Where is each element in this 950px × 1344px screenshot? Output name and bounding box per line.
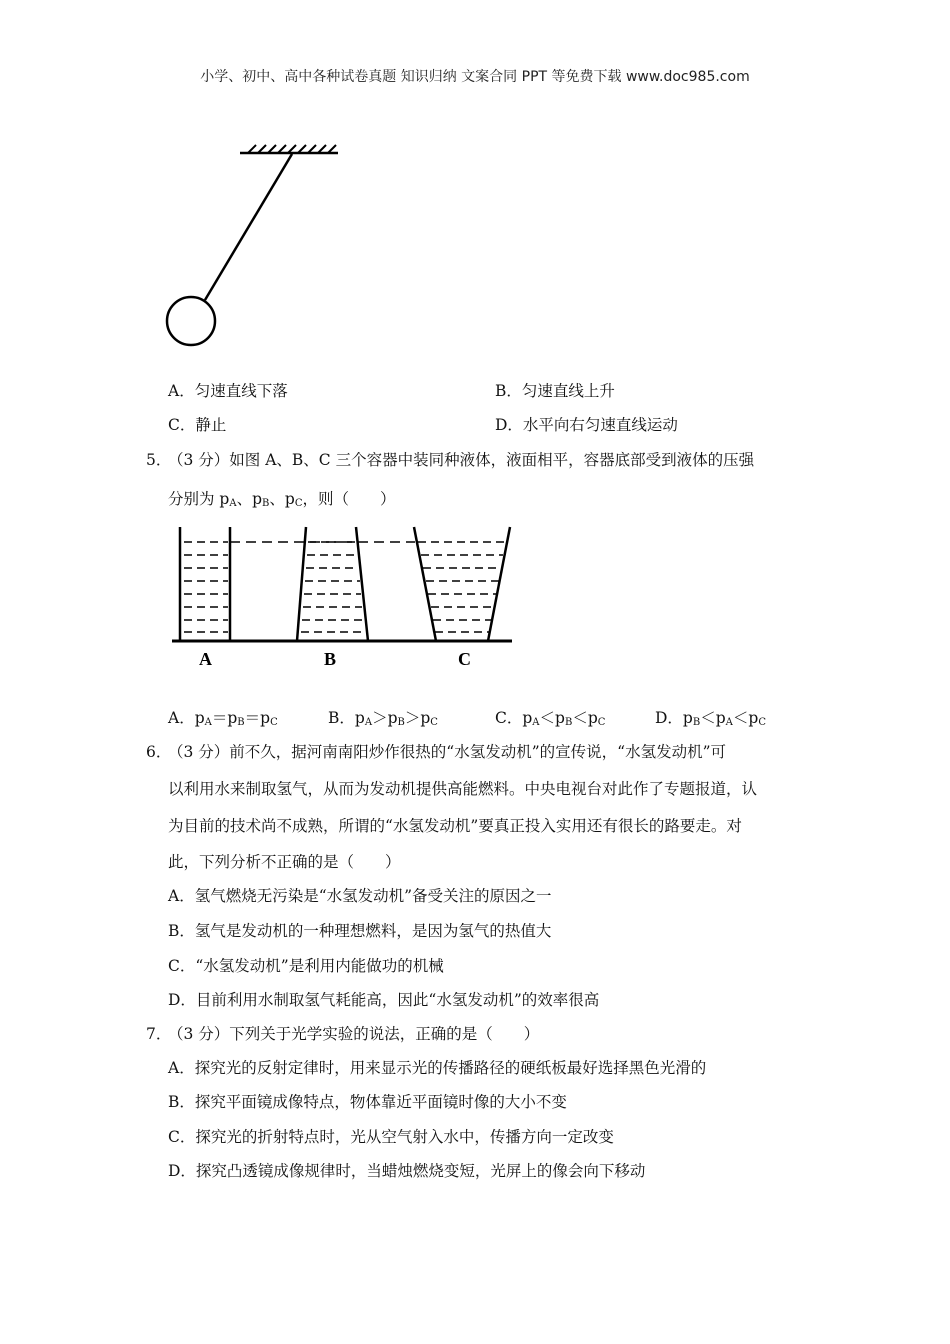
q7-option-d[interactable]: D．探究凸透镜成像规律时，当蜡烛燃烧变短，光屏上的像会向下移动 bbox=[168, 1162, 646, 1180]
q7-option-c[interactable]: C．探究光的折射特点时，光从空气射入水中，传播方向一定改变 bbox=[168, 1128, 614, 1146]
container-a bbox=[180, 527, 230, 641]
q5-option-d[interactable]: D．$p_B<p_A<p_C$ bbox=[655, 709, 766, 728]
containers-figure bbox=[170, 522, 520, 672]
q6-line1: （3 分）前不久，据河南南阳炒作很热的“水氢发动机”的宣传说，“水氢发动机”可 bbox=[168, 743, 726, 761]
q7-option-a[interactable]: A．探究光的反射定律时，用来显示光的传播路径的硬纸板最好选择黑色光滑的 bbox=[168, 1059, 707, 1077]
q4-option-c[interactable]: C．静止 bbox=[168, 416, 227, 434]
container-c bbox=[414, 527, 510, 641]
q5-option-b[interactable]: B．$p_A>p_B>p_C$ bbox=[328, 709, 438, 728]
q5-option-a[interactable]: A．$p_A=p_B=p_C$ bbox=[168, 709, 278, 728]
pendulum-figure bbox=[160, 145, 360, 355]
label-a: A bbox=[199, 649, 212, 669]
q6-line4: 此，下列分析不正确的是（ ） bbox=[168, 853, 401, 871]
q6-option-b[interactable]: B．氢气是发动机的一种理想燃料，是因为氢气的热值大 bbox=[168, 922, 552, 940]
label-c: C bbox=[458, 649, 471, 669]
q5-number: 5． bbox=[146, 451, 172, 469]
q6-option-d[interactable]: D．目前利用水制取氢气耗能高，因此“水氢发动机”的效率很高 bbox=[168, 991, 600, 1009]
q4-option-a[interactable]: A．匀速直线下落 bbox=[168, 382, 288, 400]
q5-stem-line1: （3 分）如图 A、B、C 三个容器中装同种液体，液面相平，容器底部受到液体的压强 bbox=[168, 451, 755, 469]
q6-option-c[interactable]: C．“水氢发动机”是利用内能做功的机械 bbox=[168, 957, 444, 975]
q5-stem-line2: 分别为 $p_A$、$p_B$、$p_C$，则（ ） bbox=[168, 490, 396, 509]
q4-option-d[interactable]: D．水平向右匀速直线运动 bbox=[495, 416, 678, 434]
container-b bbox=[297, 527, 368, 641]
q7-stem: （3 分）下列关于光学实验的说法，正确的是（ ） bbox=[168, 1025, 540, 1043]
label-b: B bbox=[324, 649, 337, 669]
q4-option-b[interactable]: B．匀速直线上升 bbox=[495, 382, 615, 400]
q5-option-c[interactable]: C．$p_A<p_B<p_C$ bbox=[495, 709, 606, 728]
q7-option-b[interactable]: B．探究平面镜成像特点，物体靠近平面镜时像的大小不变 bbox=[168, 1093, 567, 1111]
q6-option-a[interactable]: A．氢气燃烧无污染是“水氢发动机”备受关注的原因之一 bbox=[168, 887, 552, 905]
q7-number: 7． bbox=[146, 1025, 172, 1043]
q6-line3: 为目前的技术尚不成熟，所谓的“水氢发动机”要真正投入实用还有很长的路要走。对 bbox=[168, 817, 742, 835]
q6-line2: 以利用水来制取氢气，从而为发动机提供高能燃料。中央电视台对此作了专题报道，认 bbox=[168, 780, 758, 798]
q6-number: 6． bbox=[146, 743, 172, 761]
page-header: 小学、初中、高中各种试卷真题 知识归纳 文案合同 PPT 等免费下载 www.doc985.com bbox=[200, 69, 750, 85]
